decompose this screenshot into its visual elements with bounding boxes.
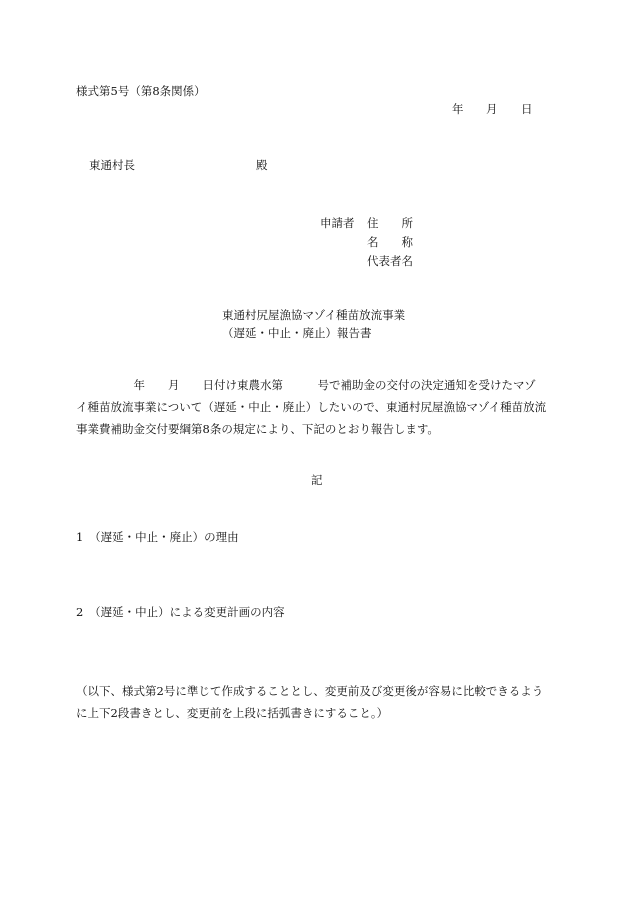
note-line: に上下2段書きとし、変更前を上段に括弧書きにすること。） xyxy=(76,706,389,720)
body-line: 年 月 日付け東農水第 号で補助金の交付の決定通知を受けたマゾ xyxy=(76,378,536,392)
form-header: 様式第5号（第8条関係） xyxy=(76,84,206,98)
date-year-label: 年 xyxy=(452,102,464,116)
item-change-plan: 2 （遅延・中止）による変更計画の内容 xyxy=(76,605,285,619)
note-paragraph xyxy=(76,680,562,724)
applicant-name-label: 名 称 xyxy=(367,235,413,249)
applicant-representative-label: 代表者名 xyxy=(367,254,413,268)
body-paragraph xyxy=(76,374,562,440)
body-line: 事業費補助金交付要綱第8条の規定により、下記のとおり報告します。 xyxy=(76,422,439,436)
body-line: イ種苗放流事業について（遅延・中止・廃止）したいので、東通村尻屋漁協マゾイ種苗放流 xyxy=(76,400,547,414)
note-line: （以下、様式第2号に準じて作成することとし、変更前及び変更後が容易に比較できるよう xyxy=(76,684,544,698)
addressee-name: 東通村長 xyxy=(89,158,135,172)
item-reason: 1 （遅延・中止・廃止）の理由 xyxy=(76,530,239,544)
ki-marker: 記 xyxy=(311,473,323,487)
document-title-line2: （遅延・中止・廃止）報告書 xyxy=(222,326,372,340)
date-month-label: 月 xyxy=(486,102,498,116)
document-title-line1: 東通村尻屋漁協マゾイ種苗放流事業 xyxy=(222,308,406,322)
applicant-address-label: 住 所 xyxy=(367,216,413,230)
date-day-label: 日 xyxy=(521,102,533,116)
addressee-honorific: 殿 xyxy=(256,158,268,172)
applicant-label: 申請者 xyxy=(320,216,355,230)
